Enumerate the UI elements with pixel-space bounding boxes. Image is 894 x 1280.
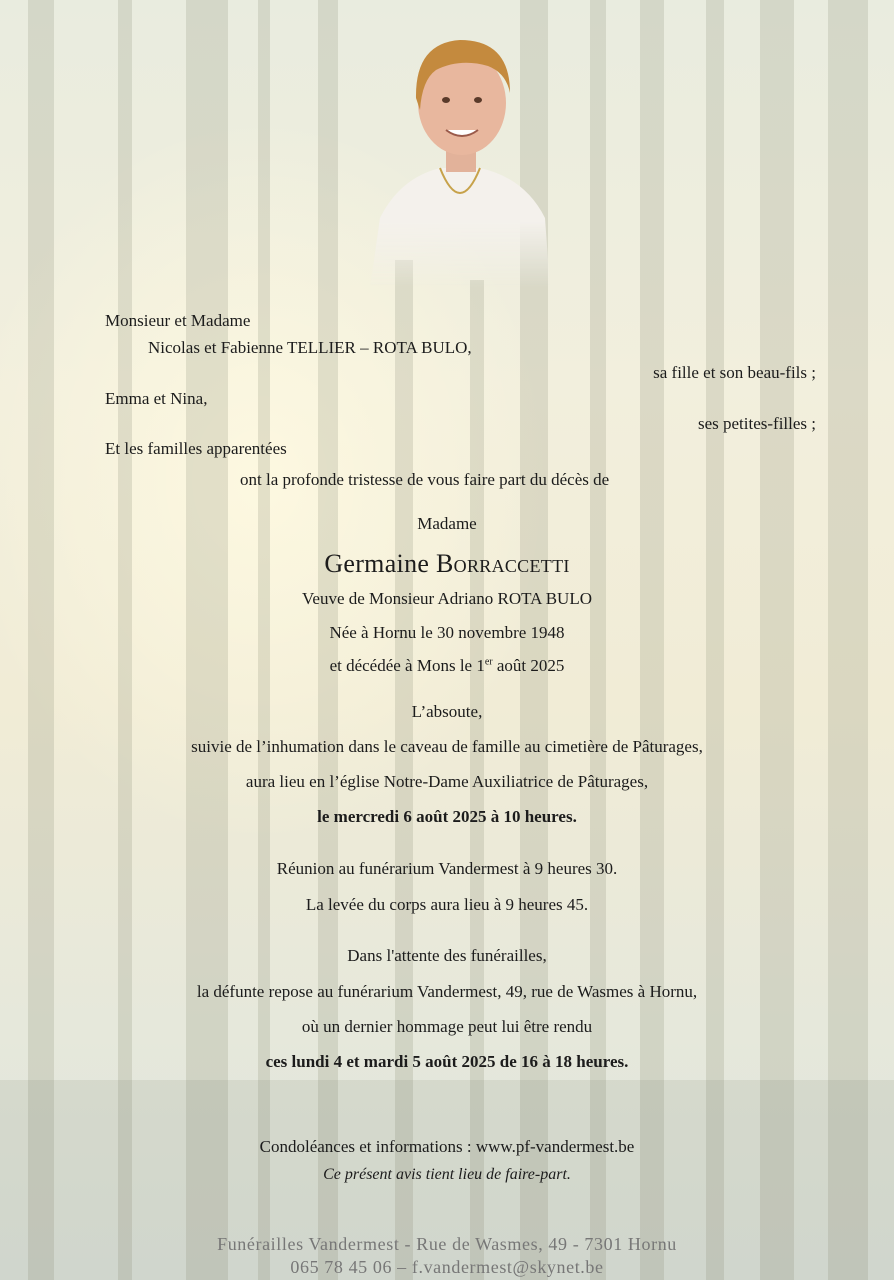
ceremony-church: aura lieu en l’église Notre-Dame Auxiliatrice de Pâturages, [245,772,649,791]
family-line-granddaughters: Emma et Nina, [105,389,208,408]
death-line-ordinal: er [484,656,493,668]
deceased-last-name: Borraccetti [436,549,570,578]
meeting-line: Réunion au funérarium Vandermest à 9 heures 30. [276,859,618,878]
deceased-first-name: Germaine [324,549,437,578]
levee-line: La levée du corps aura lieu à 9 heures 45. [305,895,589,914]
ceremony-burial: suivie de l’inhumation dans le caveau de famille au cimetière de Pâturages, [191,737,703,756]
family-line-daughter: Nicolas et Fabienne TELLIER – ROTA BULO, [148,338,472,357]
death-line-date: août 2025 [492,656,565,675]
deceased-title: Madame [417,514,477,533]
footer-address: Funérailles Vandermest - Rue de Wasmes, 49 - 7301 Hornu [217,1234,677,1254]
ceremony-absoute: L’absoute, [411,702,483,721]
visitation-location: la défunte repose au funérarium Vandermest, 49, rue de Wasmes à Hornu, [196,982,698,1001]
relation-daughter: sa fille et son beau-fils ; [653,363,816,382]
widow-line: Veuve de Monsieur Adriano ROTA BULO [302,589,592,608]
deceased-name [0,551,894,577]
footer-contact: 065 78 45 06 – f.vandermest@skynet.be [290,1257,604,1277]
visitation-homage: où un dernier hommage peut lui être rendu [301,1017,593,1036]
family-line-relatives: Et les familles apparentées [105,439,287,458]
notice-line: Ce présent avis tient lieu de faire-part. [323,1166,571,1183]
birth-line: Née à Hornu le 30 novembre 1948 [329,623,565,642]
portrait-photo [360,18,560,288]
family-line-parents: Monsieur et Madame [105,311,251,330]
condolences-line: Condoléances et informations : www.pf-vandermest.be [259,1137,635,1156]
ceremony-datetime: le mercredi 6 août 2025 à 10 heures. [317,807,577,826]
visitation-dates: ces lundi 4 et mardi 5 août 2025 de 16 à 18 heures. [265,1052,629,1071]
announcement-line: ont la profonde tristesse de vous faire part du décès de [240,470,610,489]
death-line [0,657,894,674]
relation-granddaughters: ses petites-filles ; [697,414,816,433]
visitation-intro: Dans l'attente des funérailles, [347,946,547,965]
death-line-main: et décédée à Mons le 1 [329,656,485,675]
